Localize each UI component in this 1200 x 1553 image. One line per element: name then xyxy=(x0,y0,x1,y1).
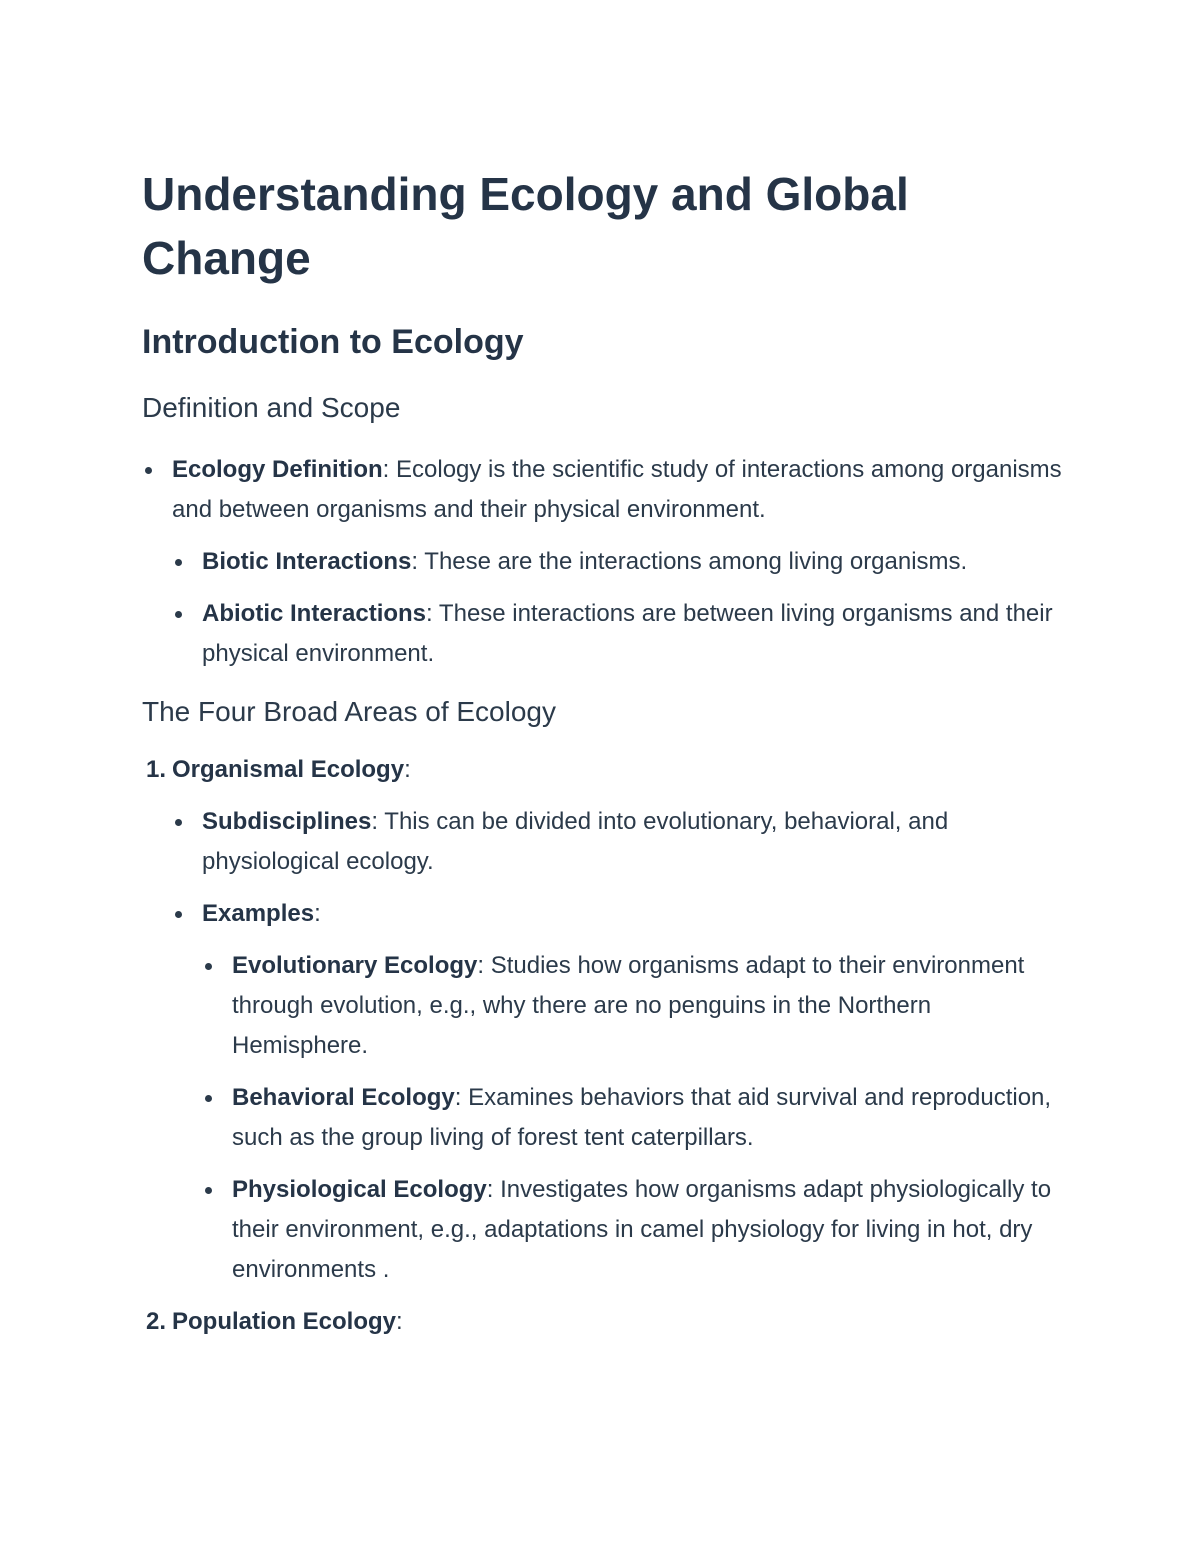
item-text: : Investigates how organisms adapt physiologically to their environment, e.g., adaptations in camel physiology for living in hot, dry environments . xyxy=(232,1176,1052,1283)
term-label: Physiological Ecology xyxy=(232,1176,487,1203)
item-text: : xyxy=(314,900,321,927)
bullet-icon xyxy=(175,819,182,826)
bullet-icon xyxy=(175,911,182,918)
term-label: Ecology Definition xyxy=(172,456,383,483)
areas-list xyxy=(142,750,1072,1342)
list-item-evolutionary xyxy=(142,946,1072,1066)
list-item-subdisciplines xyxy=(142,802,1072,882)
bullet-icon xyxy=(175,611,182,618)
section-heading-intro: Introduction to Ecology xyxy=(142,323,524,361)
list-item-examples xyxy=(142,894,1072,934)
item-text: : These are the interactions among living organisms. xyxy=(411,548,968,575)
term-label: Population Ecology xyxy=(172,1308,397,1335)
item-text: : Ecology is the scientific study of interactions among organisms and between organisms and their physical environment. xyxy=(172,456,1062,523)
bullet-icon xyxy=(205,963,212,970)
item-text: : Studies how organisms adapt to their environment through evolution, e.g., why there are no penguins in the Northern Hemisphere. xyxy=(232,952,1025,1059)
term-label: Behavioral Ecology xyxy=(232,1084,455,1111)
item-text: : These interactions are between living organisms and their physical environment. xyxy=(202,600,1053,667)
list-item-biotic xyxy=(142,542,1072,582)
list-item-organismal xyxy=(142,750,1072,790)
item-text: : Examines behaviors that aid survival and reproduction, such as the group living of forest tent caterpillars. xyxy=(232,1084,1052,1151)
term-label: Evolutionary Ecology xyxy=(232,952,478,979)
term-label: Examples xyxy=(202,900,315,927)
term-label: Subdisciplines xyxy=(202,808,372,835)
definition-list xyxy=(142,450,1072,674)
list-number: 1. xyxy=(146,756,167,783)
bullet-icon xyxy=(145,467,152,474)
page-title: Understanding Ecology and Global Change xyxy=(142,168,909,284)
subsection-heading-definition: Definition and Scope xyxy=(142,392,401,423)
bullet-icon xyxy=(175,559,182,566)
list-item-abiotic xyxy=(142,594,1072,674)
list-number: 2. xyxy=(146,1308,167,1335)
list-item-behavioral xyxy=(142,1078,1072,1158)
bullet-icon xyxy=(205,1095,212,1102)
bullet-icon xyxy=(205,1187,212,1194)
item-text: : xyxy=(404,756,411,783)
subsection-heading-areas: The Four Broad Areas of Ecology xyxy=(142,696,556,727)
item-text: : This can be divided into evolutionary, behavioral, and physiological ecology. xyxy=(202,808,949,875)
list-item-population xyxy=(142,1302,1072,1342)
list-item-ecology-definition xyxy=(142,450,1072,530)
term-label: Organismal Ecology xyxy=(172,756,405,783)
item-text: : xyxy=(396,1308,403,1335)
document-page xyxy=(142,162,1072,1342)
term-label: Abiotic Interactions xyxy=(202,600,427,627)
term-label: Biotic Interactions xyxy=(202,548,412,575)
list-item-physiological xyxy=(142,1170,1072,1290)
